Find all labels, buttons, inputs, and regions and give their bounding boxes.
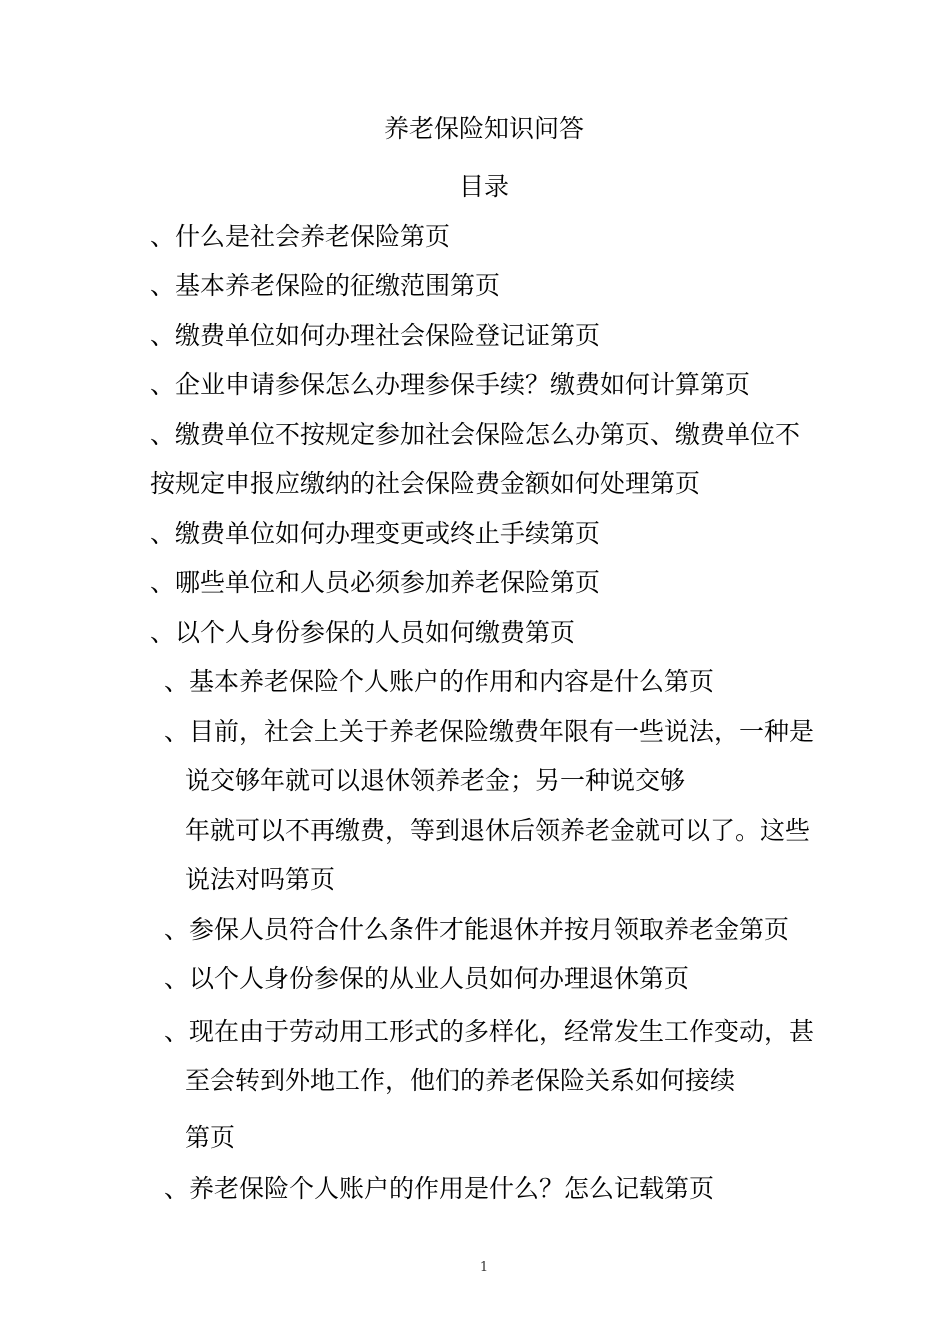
toc-item: 、基本养老保险个人账户的作用和内容是什么第页 <box>164 667 715 696</box>
toc-item-continuation: 第页 <box>185 1123 236 1152</box>
toc-item-continuation: 至会转到外地工作，他们的养老保险关系如何接续 <box>185 1066 736 1095</box>
toc-item: 、基本养老保险的征缴范围第页 <box>150 271 501 300</box>
toc-item-continuation: 说交够年就可以退休领养老金；另一种说交够 <box>185 766 686 795</box>
toc-heading: 目录 <box>458 172 509 201</box>
toc-item: 、现在由于劳动用工形式的多样化，经常发生工作变动，甚 <box>164 1017 815 1046</box>
toc-item: 、什么是社会养老保险第页 <box>150 222 451 251</box>
toc-item: 、缴费单位不按规定参加社会保险怎么办第页、缴费单位不 <box>150 420 801 449</box>
toc-item: 、目前，社会上关于养老保险缴费年限有一些说法，一种是 <box>164 717 815 746</box>
toc-item-continuation: 按规定申报应缴纳的社会保险费金额如何处理第页 <box>150 469 701 498</box>
page-number: 1 <box>479 1260 489 1275</box>
toc-item: 、以个人身份参保的从业人员如何办理退休第页 <box>164 964 690 993</box>
toc-item: 、哪些单位和人员必须参加养老保险第页 <box>150 568 601 597</box>
toc-item-continuation: 说法对吗第页 <box>185 865 336 894</box>
toc-item: 、缴费单位如何办理变更或终止手续第页 <box>150 519 601 548</box>
document-title: 养老保险知识问答 <box>383 114 584 143</box>
toc-item: 、以个人身份参保的人员如何缴费第页 <box>150 618 576 647</box>
toc-item: 、企业申请参保怎么办理参保手续？缴费如何计算第页 <box>150 370 751 399</box>
toc-item: 、缴费单位如何办理社会保险登记证第页 <box>150 321 601 350</box>
toc-item-continuation: 年就可以不再缴费，等到退休后领养老金就可以了。这些 <box>185 816 811 845</box>
toc-item: 、养老保险个人账户的作用是什么？怎么记载第页 <box>164 1174 715 1203</box>
toc-item: 、参保人员符合什么条件才能退休并按月领取养老金第页 <box>164 915 790 944</box>
